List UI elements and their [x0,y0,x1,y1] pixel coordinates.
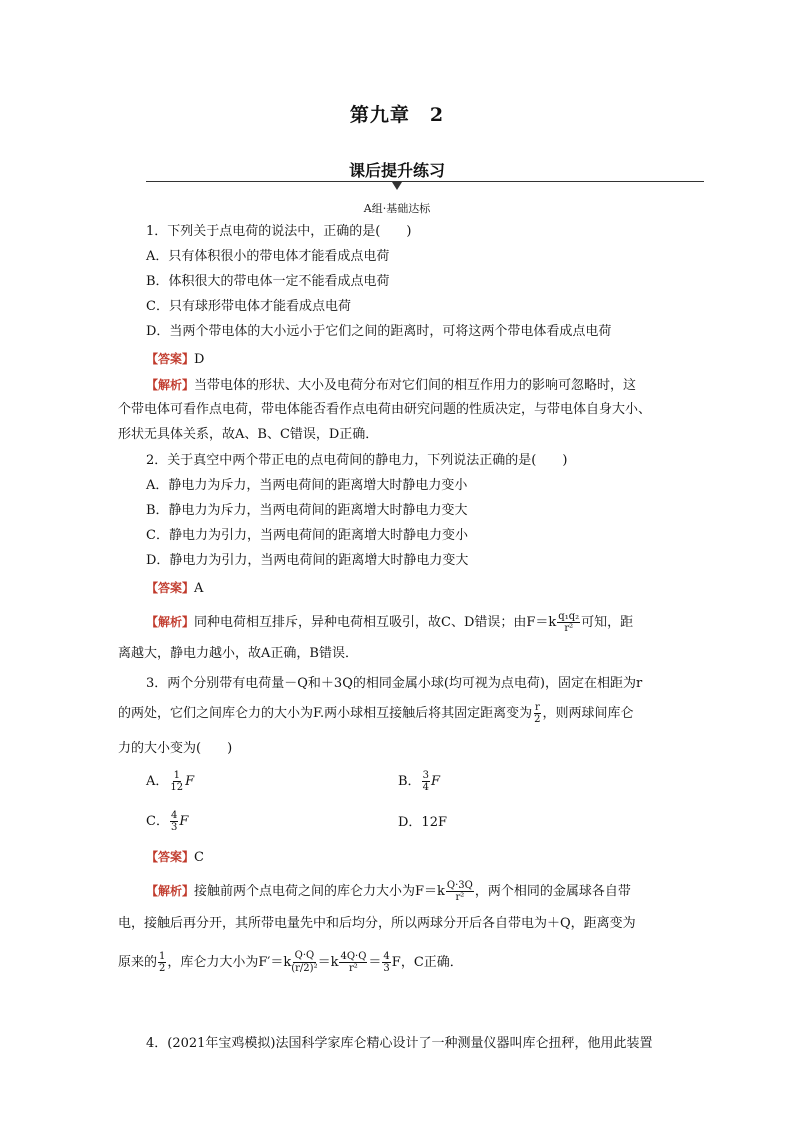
fraction-numerator: 3 [422,770,429,781]
q3-option-b [398,770,440,793]
chapter-title: 第九章 2 [349,104,445,126]
q3-analysis-fraction-1 [446,880,474,903]
fraction-numerator: 4Q·Q [340,951,367,962]
option-suffix: F [179,814,189,829]
divider-triangle-icon [392,182,402,190]
answer-tag: 【答案】 [146,850,195,864]
q3-stem-text-a: 的两处，它们之间库仑力的大小为F.两小球相互接触后将其固定距离变为 [118,706,533,721]
q3-analysis-line-2: 电，接触后再分开，其所带电量先中和后均分，所以两球分开后各自带电为＋Q，距离变为 [118,916,636,931]
fraction-denominator: r² [564,623,574,634]
fraction-numerator: Q·Q [294,950,315,961]
q2-analysis-line-1 [146,611,682,634]
fraction-denominator: 3 [383,963,390,974]
q3-answer-value: C [194,850,204,865]
fraction-denominator: (r/2)² [291,963,318,974]
q1-answer-value: D [194,352,205,367]
option-label: C． [146,814,169,829]
q2-answer [146,579,682,598]
q2-analysis-text-2: 可知，距 [581,615,634,630]
fraction-numerator: 4 [170,810,178,821]
q1-analysis-text-1: 当带电体的形状、大小及电荷分布对它们间的相互作用力的影响可忽略时，这 [194,378,637,393]
option-suffix: F [430,774,440,789]
option-label: A． [146,774,169,789]
option-label: B． [398,774,421,789]
answer-tag: 【答案】 [146,581,195,595]
q3-analysis-fraction-4 [339,951,367,974]
q3-analysis-text-2: ，两个相同的金属球各自带 [474,884,631,899]
q2-analysis-text-1: 同种电荷相互排斥，异种电荷相互吸引，故C、D错误；由 [194,615,527,630]
section-divider [146,181,704,182]
q3-analysis-line-1 [146,880,682,903]
option-fraction [170,810,178,833]
q2-option-d: D．静电力为引力，当两电荷间的距离增大时静电力变大 [146,553,469,568]
q3-option-d: D．12F [398,815,447,830]
section-title: 课后提升练习 [348,161,445,180]
fraction-numerator: r [534,702,540,713]
q2-option-c: C．静电力为引力，当两电荷间的距离增大时静电力变小 [146,528,468,543]
q4-stem: 4．(2021年宝鸡模拟)法国科学家库仑精心设计了一种测量仪器叫库仑扭秤，他用此装置 [146,1036,653,1051]
q2-formula-lhs: F＝k [526,615,557,630]
q3-analysis-text-7: F，C正确． [391,955,463,970]
fraction-denominator: 4 [422,782,429,793]
fraction-denominator: r² [455,892,465,903]
analysis-tag: 【解析】 [146,884,195,898]
fraction-denominator: 12 [170,782,184,793]
analysis-tag: 【解析】 [146,378,195,392]
q3-stem-line-2 [118,702,654,725]
fraction-denominator: 2 [534,714,541,725]
q1-option-a: A．只有体积很小的带电体才能看成点电荷 [146,249,390,264]
fraction-denominator: 2 [159,963,166,974]
q2-option-a: A．静电力为斥力，当两电荷间的距离增大时静电力变小 [146,478,468,493]
q3-analysis-text-5: ＝k [317,955,339,970]
q1-option-d: D．当两个带电体的大小远小于它们之间的距离时，可将这两个带电体看成点电荷 [146,324,612,339]
q3-answer [146,848,682,867]
q2-stem: 2．关于真空中两个带正电的点电荷间的静电力，下列说法正确的是( ) [146,453,568,468]
q3-stem-text-b: ，则两球间库仑 [542,706,634,721]
q1-analysis-line-1 [146,376,682,395]
fraction-numerator: 4 [383,951,390,962]
q2-answer-value: A [194,581,204,596]
q3-analysis-text-4: ，库仑力大小为F′＝k [167,955,292,970]
q2-formula-fraction [557,611,580,634]
fraction-numerator: Q·3Q [446,880,473,891]
q3-analysis-text-6: ＝ [368,955,382,970]
q1-analysis-line-3: 形状无具体关系，故A、B、C错误，D正确． [118,427,379,442]
fraction-denominator: 3 [170,822,178,833]
q3-analysis-fraction-3 [291,950,317,975]
fraction-numerator: q₁q₂ [558,611,580,622]
q3-option-c [146,810,188,833]
q3-analysis-text-1: 接触前两个点电荷之间的库仑力大小为F＝k [194,884,445,899]
fraction-numerator: 1 [159,951,166,962]
q3-analysis-fraction-5 [382,951,390,974]
analysis-tag: 【解析】 [146,615,195,629]
q1-option-b: B．体积很大的带电体一定不能看成点电荷 [146,274,390,289]
fraction-denominator: r² [349,963,358,974]
option-suffix: F [185,774,195,789]
q2-analysis-line-2: 离越大，静电力越小，故A正确，B错误． [118,646,358,661]
q1-analysis-line-2: 个带电体可看作点电荷，带电体能否看作点电荷由研究问题的性质决定，与带电体自身大小、 [118,402,652,417]
q2-option-b: B．静电力为斥力，当两电荷间的距离增大时静电力变大 [146,503,468,518]
answer-tag: 【答案】 [146,352,195,366]
q3-analysis-fraction-2 [158,951,166,974]
q1-answer [146,350,682,369]
q3-analysis-text-3: 原来的 [118,955,158,970]
option-fraction [169,770,184,793]
option-fraction [422,770,430,793]
q3-analysis-line-3 [118,950,654,975]
q3-stem-fraction [533,702,541,725]
fraction-numerator: 1 [173,770,180,781]
q3-option-a [146,770,194,793]
q3-stem-line-3: 力的大小变为( ) [118,741,233,756]
q1-stem: 1．下列关于点电荷的说法中，正确的是( ) [146,224,412,239]
q3-stem-line-1: 3．两个分别带有电荷量－Q和＋3Q的相同金属小球(均可视为点电荷)，固定在相距为r [146,676,643,691]
q1-option-c: C．只有球形带电体才能看成点电荷 [146,299,351,314]
group-title: A组·基础达标 [363,202,431,215]
